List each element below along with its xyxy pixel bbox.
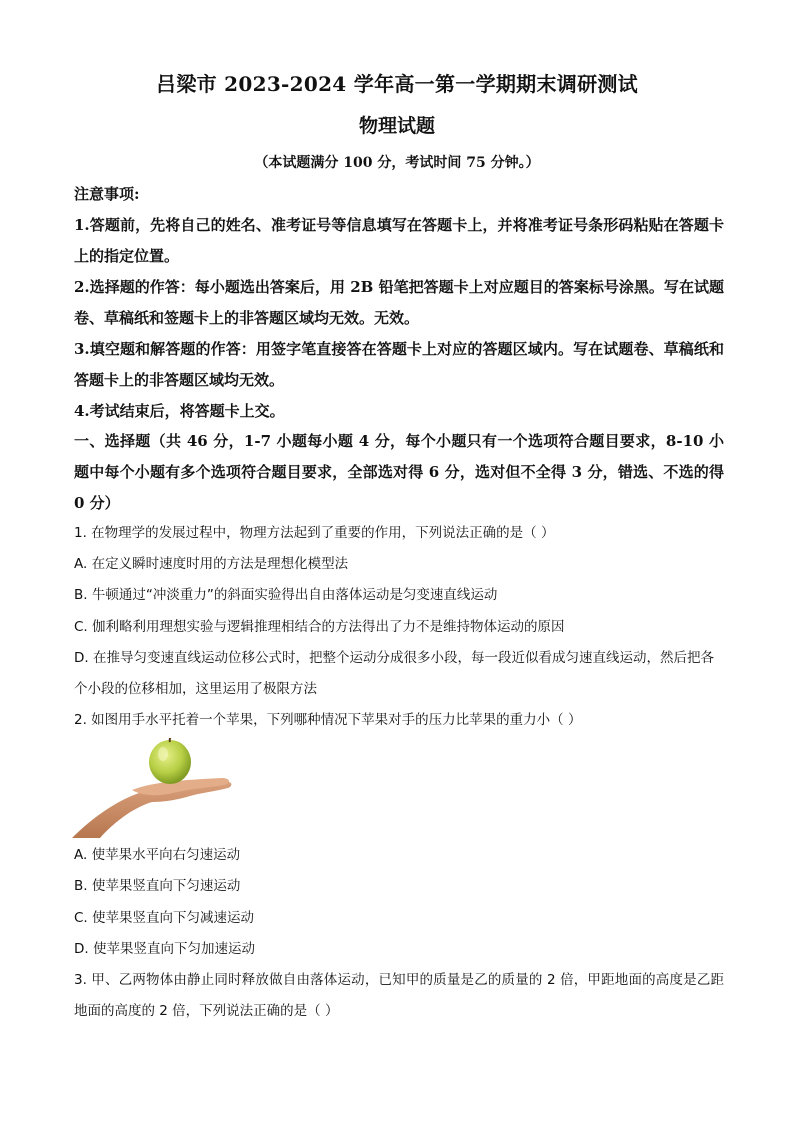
question-2-stem: 2. 如图用手水平托着一个苹果，下列哪种情况下苹果对手的压力比苹果的重力小（ ） — [74, 712, 582, 728]
exam-info: （本试题满分 100 分，考试时间 75 分钟。） — [254, 155, 540, 171]
subject-title: 物理试题 — [358, 115, 435, 137]
question-2-option-d: D. 使苹果竖直向下匀加速运动 — [74, 941, 255, 957]
section-heading: 一、选择题（共 46 分，1-7 小题每小题 4 分，每个小题只有一个选项符合题目要求，8-10 小题中每个小题有多个选项符合题目要求，全部选对得 6 分，选对但不全得 3 分，错选、不选的得 0 分） — [74, 432, 724, 512]
note-item: 3.填空题和解答题的作答：用签字笔直接答在答题卡上对应的答题区域内。写在试题卷、草稿纸和答题卡上的非答题区域均无效。 — [74, 340, 724, 389]
question-3-stem: 3. 甲、乙两物体由静止同时释放做自由落体运动，已知甲的质量是乙的质量的 2 倍，甲距地面的高度是乙距地面的高度的 2 倍，下列说法正确的是（ ） — [74, 972, 724, 1019]
question-1-option-a: A. 在定义瞬时速度时用的方法是理想化模型法 — [74, 556, 349, 572]
notes-heading: 注意事项: — [74, 185, 140, 203]
question-1-option-c: C. 伽利略利用理想实验与逻辑推理相结合的方法得出了力不是维持物体运动的原因 — [74, 619, 565, 635]
exam-title: 吕梁市 2023-2024 学年高一第一学期期末调研测试 — [156, 72, 638, 96]
question-2-option-c: C. 使苹果竖直向下匀减速运动 — [74, 910, 255, 926]
question-2-option-a: A. 使苹果水平向右匀速运动 — [74, 847, 241, 863]
question-2-option-b: B. 使苹果竖直向下匀速运动 — [74, 878, 241, 894]
question-1-option-b: B. 牛顿通过“冲淡重力”的斜面实验得出自由落体运动是匀变速直线运动 — [74, 587, 498, 603]
note-item: 4.考试结束后，将答题卡上交。 — [74, 402, 285, 420]
question-1-stem: 1. 在物理学的发展过程中，物理方法起到了重要的作用，下列说法正确的是（ ） — [74, 525, 555, 541]
question-1-option-d: D. 在推导匀变速直线运动位移公式时，把整个运动分成很多小段，每一段近似看成匀速直线运动，然后把各个小段的位移相加，这里运用了极限方法 — [74, 650, 714, 697]
notes-block — [74, 179, 724, 427]
note-item: 1.答题前，先将自己的姓名、准考证号等信息填写在答题卡上，并将准考证号条形码粘贴在答题卡上的指定位置。 — [74, 216, 724, 265]
hand-holding-apple-image — [72, 738, 234, 838]
note-item: 2.选择题的作答：每小题选出答案后，用 2B 铅笔把答题卡上对应题目的答案标号涂黑。写在试题卷、草稿纸和签题卡上的非答题区域均无效。无效。 — [74, 278, 724, 327]
